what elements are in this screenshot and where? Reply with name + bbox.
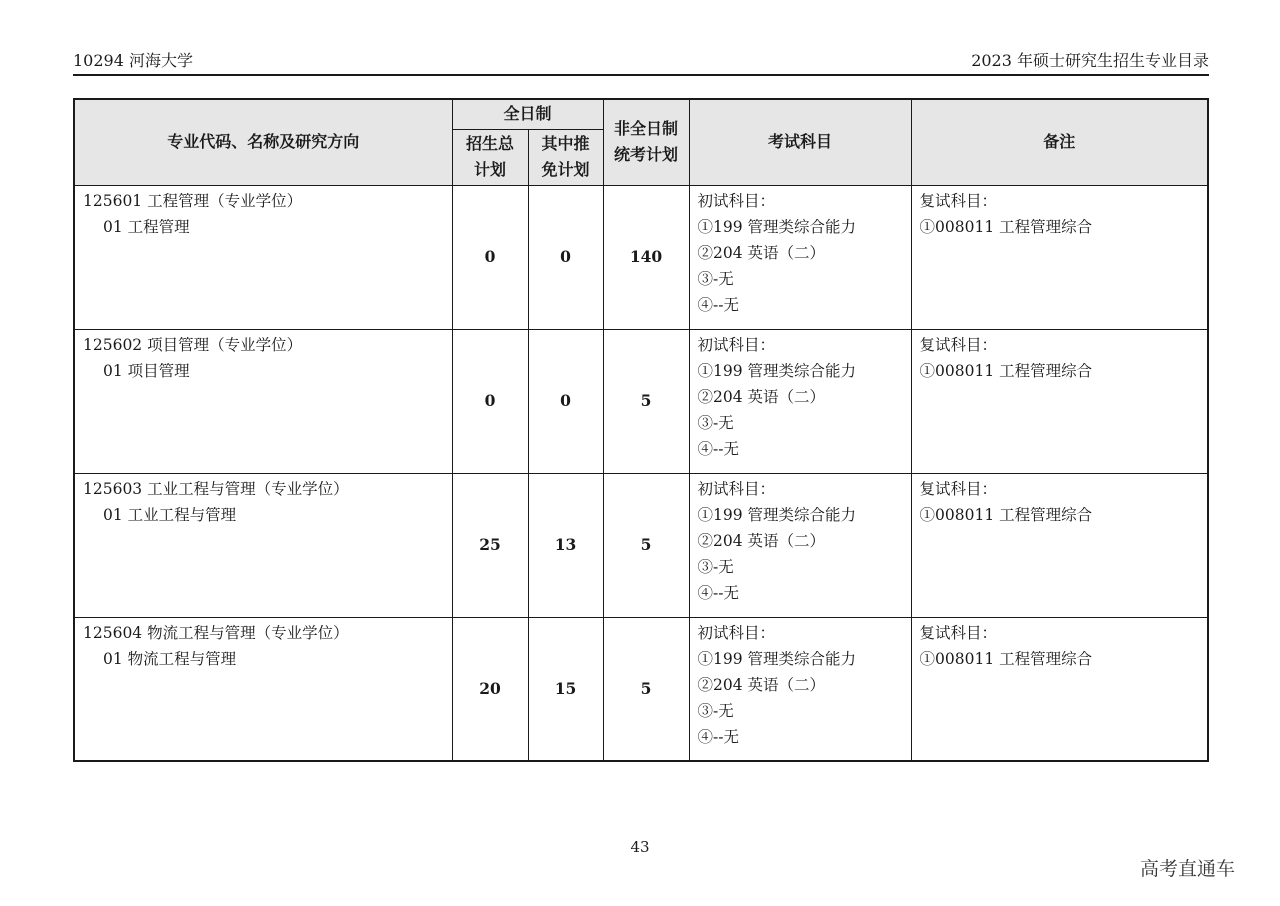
exam-line: ③-无: [697, 413, 734, 432]
remark-cell: [911, 185, 1208, 329]
research-direction: 01 物流工程与管理: [103, 649, 237, 668]
exam-cell: [689, 473, 911, 617]
header-exempt: 其中推免计划: [528, 129, 603, 185]
major-name: 125604 物流工程与管理（专业学位）: [83, 623, 349, 642]
header-university: 10294 河海大学: [73, 51, 193, 70]
exempt-plan: 0: [528, 185, 603, 329]
header-major: 专业代码、名称及研究方向: [74, 99, 452, 185]
total-plan: 0: [452, 329, 528, 473]
parttime-plan: 5: [603, 329, 689, 473]
major-name: 125602 项目管理（专业学位）: [83, 335, 303, 354]
major-name: 125601 工程管理（专业学位）: [83, 191, 303, 210]
remark-cell: [911, 329, 1208, 473]
remark-cell: [911, 617, 1208, 761]
major-cell: [74, 617, 452, 761]
exam-line: ③-无: [697, 269, 734, 288]
header-exam: 考试科目: [689, 99, 911, 185]
major-cell: [74, 329, 452, 473]
exempt-plan: 13: [528, 473, 603, 617]
exam-line: 初试科目：: [697, 191, 776, 210]
remark-line: ①008011 工程管理综合: [919, 649, 1093, 668]
research-direction: 01 工程管理: [103, 217, 190, 236]
table-row: [74, 617, 1208, 761]
header-total: 招生总计划: [452, 129, 528, 185]
parttime-plan: 140: [603, 185, 689, 329]
exam-line: ②204 英语（二）: [697, 675, 826, 694]
exam-line: ②204 英语（二）: [697, 243, 826, 262]
research-direction: 01 工业工程与管理: [103, 505, 237, 524]
exam-line: ④--无: [697, 439, 739, 458]
remark-line: ①008011 工程管理综合: [919, 505, 1093, 524]
catalog-table: [73, 98, 1209, 762]
remark-line: 复试科目：: [919, 479, 998, 498]
remark-cell: [911, 473, 1208, 617]
exam-line: ①199 管理类综合能力: [697, 217, 857, 236]
research-direction: 01 项目管理: [103, 361, 190, 380]
exam-line: ②204 英语（二）: [697, 531, 826, 550]
major-cell: [74, 473, 452, 617]
exam-line: ④--无: [697, 583, 739, 602]
parttime-plan: 5: [603, 473, 689, 617]
parttime-plan: 5: [603, 617, 689, 761]
exam-line: ③-无: [697, 701, 734, 720]
major-name: 125603 工业工程与管理（专业学位）: [83, 479, 349, 498]
table-row: [74, 185, 1208, 329]
total-plan: 0: [452, 185, 528, 329]
exempt-plan: 15: [528, 617, 603, 761]
exam-line: ②204 英语（二）: [697, 387, 826, 406]
header-rule: [73, 74, 1209, 76]
exam-line: ①199 管理类综合能力: [697, 505, 857, 524]
header-remark: 备注: [911, 99, 1208, 185]
exam-line: ③-无: [697, 557, 734, 576]
page-header: [73, 50, 1209, 74]
table-row: [74, 329, 1208, 473]
remark-line: 复试科目：: [919, 191, 998, 210]
page-number: 43: [630, 838, 650, 856]
exempt-plan: 0: [528, 329, 603, 473]
watermark: 高考直通车: [1140, 858, 1236, 880]
remark-line: ①008011 工程管理综合: [919, 217, 1093, 236]
remark-line: 复试科目：: [919, 335, 998, 354]
exam-line: 初试科目：: [697, 623, 776, 642]
remark-line: 复试科目：: [919, 623, 998, 642]
total-plan: 20: [452, 617, 528, 761]
remark-line: ①008011 工程管理综合: [919, 361, 1093, 380]
exam-cell: [689, 185, 911, 329]
header-fulltime: 全日制: [452, 99, 603, 129]
exam-line: ④--无: [697, 727, 739, 746]
header-parttime: 非全日制统考计划: [603, 99, 689, 185]
exam-cell: [689, 329, 911, 473]
total-plan: 25: [452, 473, 528, 617]
table-row: [74, 473, 1208, 617]
exam-line: ①199 管理类综合能力: [697, 361, 857, 380]
exam-line: ①199 管理类综合能力: [697, 649, 857, 668]
exam-line: 初试科目：: [697, 479, 776, 498]
exam-line: 初试科目：: [697, 335, 776, 354]
major-cell: [74, 185, 452, 329]
exam-cell: [689, 617, 911, 761]
header-catalog-title: 2023 年硕士研究生招生专业目录: [971, 51, 1209, 70]
exam-line: ④--无: [697, 295, 739, 314]
